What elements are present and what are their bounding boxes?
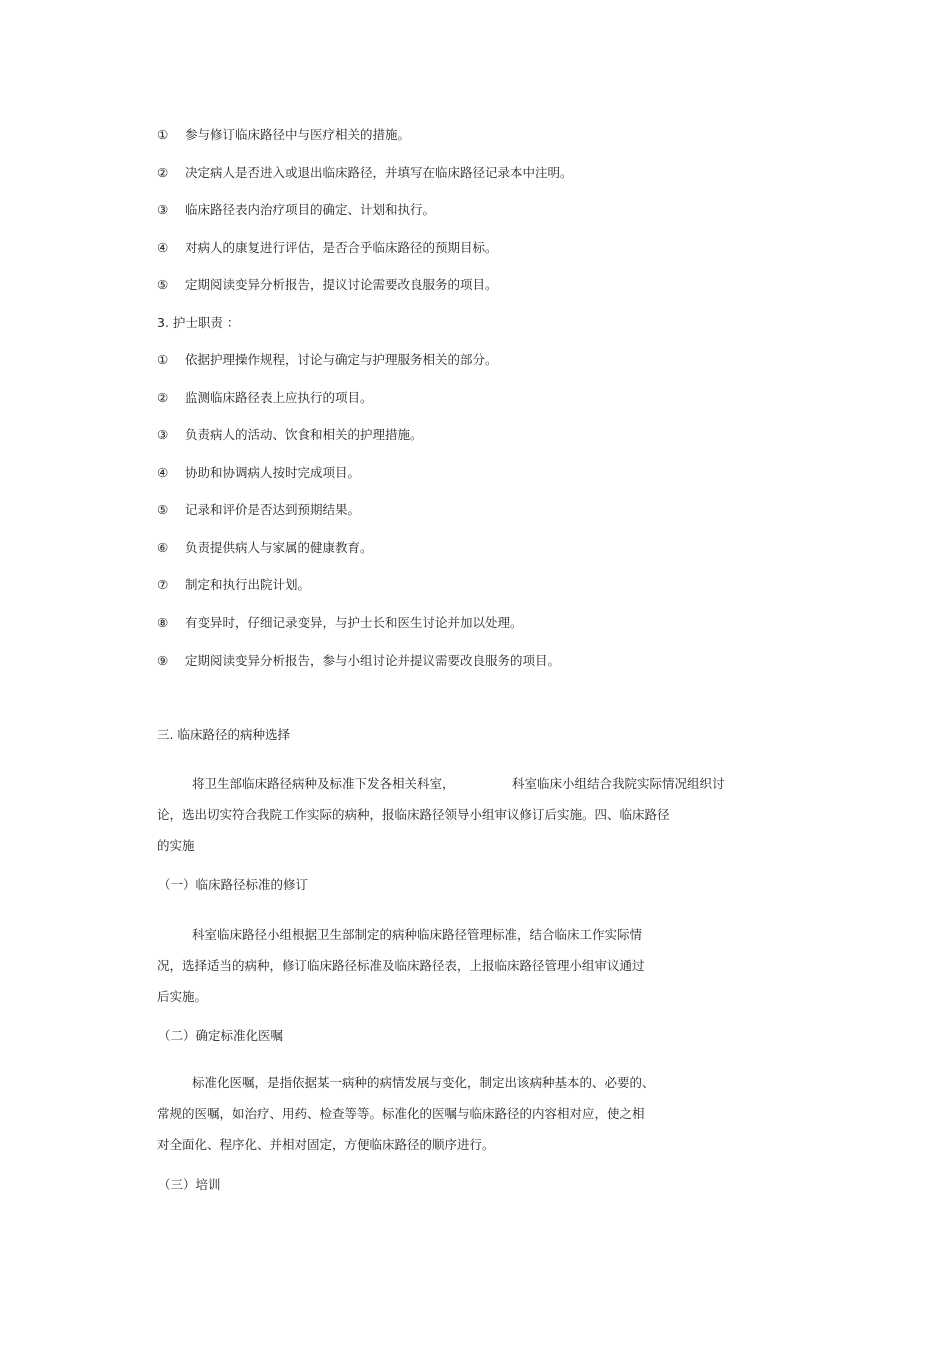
item-number: ② [157, 390, 169, 405]
subsection-heading: （三）培训 [158, 1177, 221, 1192]
item-number: ⑦ [157, 577, 169, 592]
item-text: 监测临床路径表上应执行的项目。 [185, 390, 373, 405]
paragraph-line: 况，选择适当的病种，修订临床路径标准及临床路径表，上报临床路径管理小组审议通过 [157, 958, 645, 973]
paragraph-line: 论，选出切实符合我院工作实际的病种，报临床路径领导小组审议修订后实施。四、临床路径 [157, 807, 670, 822]
subsection-heading: （二）确定标准化医嘱 [158, 1028, 284, 1043]
item-number: ⑨ [157, 653, 169, 668]
item-text: 有变异时，仔细记录变异，与护士长和医生讨论并加以处理。 [185, 615, 523, 630]
section-heading-nurse: 3. 护士职责 ： [157, 315, 240, 330]
paragraph-line: 科室临床路径小组根据卫生部制定的病种临床路径管理标准，结合临床工作实际情 [192, 927, 643, 942]
item-number: ① [157, 127, 169, 142]
item-text: 参与修订临床路径中与医疗相关的措施。 [185, 127, 411, 142]
item-text: 依据护理操作规程，讨论与确定与护理服务相关的部分。 [185, 352, 498, 367]
item-text: 负责病人的活动、饮食和相关的护理措施。 [185, 427, 423, 442]
paragraph-line: 后实施。 [157, 989, 208, 1004]
item-number: ③ [157, 427, 169, 442]
item-text: 协助和协调病人按时完成项目。 [185, 465, 361, 480]
paragraph-line: 标准化医嘱，是指依据某一病种的病情发展与变化，制定出该病种基本的、必要的、 [192, 1075, 655, 1090]
item-number: ② [157, 165, 169, 180]
item-text: 决定病人是否进入或退出临床路径，并填写在临床路径记录本中注明。 [185, 165, 573, 180]
item-text: 记录和评价是否达到预期结果。 [185, 502, 361, 517]
item-number: ⑤ [157, 502, 169, 517]
section-heading: 三. 临床路径的病种选择 [157, 727, 290, 742]
item-number: ⑤ [157, 277, 169, 292]
item-number: ① [157, 352, 169, 367]
item-text: 临床路径表内治疗项目的确定、计划和执行。 [185, 202, 436, 217]
paragraph-line: 对全面化、程序化、并相对固定，方便临床路径的顺序进行。 [157, 1137, 495, 1152]
item-number: ⑧ [157, 615, 169, 630]
item-number: ③ [157, 202, 169, 217]
paragraph-line: 将卫生部临床路径病种及标准下发各相关科室， [192, 776, 455, 791]
item-text: 定期阅读变异分析报告，参与小组讨论并提议需要改良服务的项目。 [185, 653, 561, 668]
item-number: ④ [157, 240, 169, 255]
item-text: 制定和执行出院计划。 [185, 577, 311, 592]
item-text: 负责提供病人与家属的健康教育。 [185, 540, 373, 555]
paragraph-line: 常规的医嘱，如治疗、用药、检查等等。标准化的医嘱与临床路径的内容相对应，使之相 [157, 1106, 645, 1121]
item-number: ⑥ [157, 540, 169, 555]
paragraph-line: 的实施 [157, 838, 195, 853]
paragraph-line: 科室临床小组结合我院实际情况组织讨 [512, 776, 725, 791]
item-text: 定期阅读变异分析报告，提议讨论需要改良服务的项目。 [185, 277, 498, 292]
subsection-heading: （一）临床路径标准的修订 [158, 877, 309, 892]
item-number: ④ [157, 465, 169, 480]
item-text: 对病人的康复进行评估，是否合乎临床路径的预期目标。 [185, 240, 498, 255]
